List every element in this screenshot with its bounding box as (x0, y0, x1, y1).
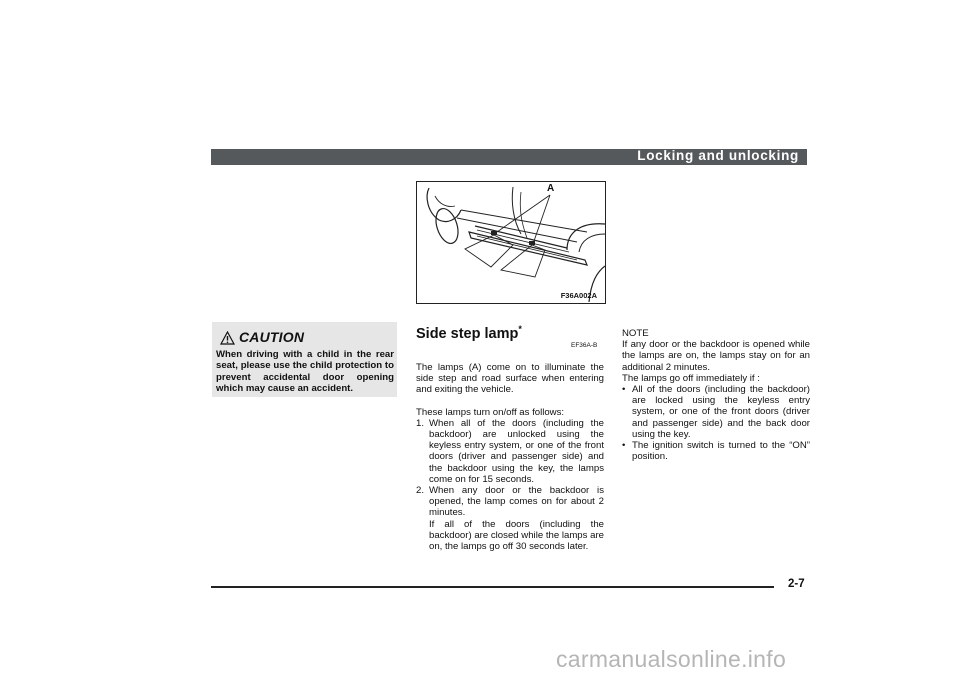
list-item (416, 485, 604, 552)
watermark: carmanualsonline.info (556, 646, 787, 672)
side-step-lamp-illustration (416, 181, 606, 304)
list-item-extra-text: If all of the doors (including the backdoor) are closed while the lamps are on, the lamps go off 30 seconds later. (429, 518, 604, 553)
caution-box (212, 322, 397, 397)
section-title (416, 324, 522, 342)
note-bullets (622, 384, 810, 462)
footer-rule (211, 586, 774, 588)
figure-code: F36A002A (560, 291, 597, 300)
warning-triangle-icon (220, 331, 235, 345)
note-text-2: The lamps go off immediately if : (622, 372, 760, 384)
page-number: 2-7 (788, 578, 805, 590)
section-title-text: Side step lamp (416, 325, 519, 342)
section-code: EF36A-B (571, 342, 598, 349)
caution-header (220, 329, 304, 345)
list-item (416, 418, 604, 485)
list-item-text: When all of the doors (including the backdoor) are unlocked using the keyless entry system, or one of the front doors (driver and passenger side) and the backdoor using the key, the lamps come on for 15 seconds. (429, 417, 604, 485)
note-label: NOTE (622, 328, 649, 339)
vehicle-side-drawing (417, 182, 605, 303)
section-title-asterisk: * (518, 324, 522, 334)
caution-text: When driving with a child in the rear seat, please use the child protection to prevent accidental door opening which may cause an accident. (216, 349, 394, 395)
bullet-text: All of the doors (including the backdoor) are locked using the keyless entry system, or one of the front doors (driver and passenger side) and the back door using the key. (632, 384, 810, 440)
list-item (622, 440, 810, 462)
bullet-text: The ignition switch is turned to the “ON” position. (632, 440, 810, 463)
caution-title: CAUTION (239, 329, 305, 345)
list-marker: 1. (416, 417, 425, 429)
note-column (622, 328, 810, 462)
header-bar (211, 149, 807, 165)
page-header-title: Locking and unlocking (637, 148, 799, 163)
note-text-1: If any door or the backdoor is opened while the lamps are on, the lamps stay on for an additional 2 minutes. (622, 339, 810, 373)
intro-paragraph: The lamps (A) come on to illuminate the side step and road surface when entering and exiting the vehicle. (416, 362, 604, 396)
list-item (622, 384, 810, 440)
bullet-marker: • (622, 384, 626, 396)
figure-label-a: A (547, 183, 555, 194)
list-marker: 2. (416, 485, 425, 497)
bullet-marker: • (622, 440, 626, 452)
list-intro: These lamps turn on/off as follows: (416, 406, 565, 418)
main-column (416, 362, 604, 552)
list-item-text: When any door or the backdoor is opened, the lamp comes on for about 2 minutes. (429, 485, 604, 519)
steps-list (416, 418, 604, 552)
